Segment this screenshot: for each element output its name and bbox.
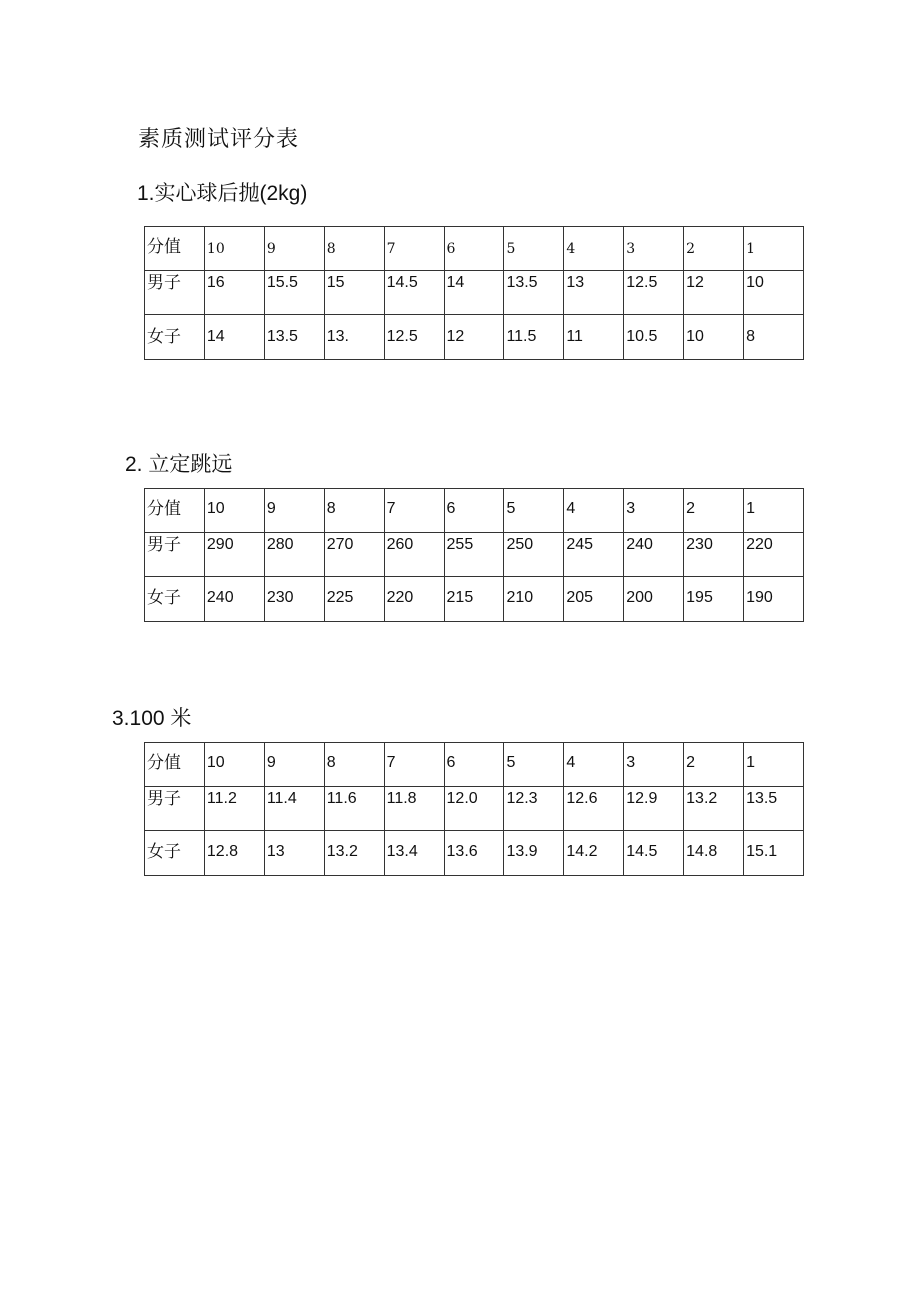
male-row-cell: 12.3 bbox=[504, 787, 564, 831]
male-row-cell: 260 bbox=[384, 533, 444, 577]
score-row-cell: 5 bbox=[504, 743, 564, 787]
female-row-cell: 13.5 bbox=[264, 315, 324, 360]
male-row-cell: 12.5 bbox=[624, 271, 684, 315]
score-row-cell: 7 bbox=[384, 489, 444, 533]
score-row-cell: 9 bbox=[264, 489, 324, 533]
score-table-100m bbox=[144, 742, 804, 876]
score-row-cell: 2 bbox=[684, 489, 744, 533]
score-row-label: 分值 bbox=[145, 227, 205, 271]
male-row bbox=[145, 533, 804, 577]
female-row-cell: 205 bbox=[564, 577, 624, 622]
female-row-cell: 190 bbox=[744, 577, 804, 622]
section-heading-standing-long-jump: 2. 立定跳远 bbox=[125, 453, 233, 476]
score-row-cell: 7 bbox=[384, 743, 444, 787]
male-row-label: 男子 bbox=[145, 787, 205, 831]
male-row-cell: 290 bbox=[204, 533, 264, 577]
score-row-cell: 5 bbox=[504, 227, 564, 271]
male-row-cell: 15.5 bbox=[264, 271, 324, 315]
score-table-standing-long-jump bbox=[144, 488, 804, 622]
score-row-cell: 3 bbox=[624, 227, 684, 271]
male-row-cell: 12 bbox=[684, 271, 744, 315]
female-row-cell: 13.2 bbox=[324, 831, 384, 876]
female-row-cell: 200 bbox=[624, 577, 684, 622]
female-row-cell: 195 bbox=[684, 577, 744, 622]
female-row-cell: 11.5 bbox=[504, 315, 564, 360]
female-row-cell: 12 bbox=[444, 315, 504, 360]
score-row-cell: 10 bbox=[204, 489, 264, 533]
section-heading-medicine-ball: 1.实心球后抛(2kg) bbox=[137, 182, 308, 205]
score-row-cell: 4 bbox=[564, 227, 624, 271]
male-row-cell: 13.2 bbox=[684, 787, 744, 831]
male-row-cell: 280 bbox=[264, 533, 324, 577]
male-row-cell: 11.8 bbox=[384, 787, 444, 831]
male-row-cell: 13 bbox=[564, 271, 624, 315]
male-row-cell: 12.9 bbox=[624, 787, 684, 831]
female-row-cell: 225 bbox=[324, 577, 384, 622]
score-row-cell: 9 bbox=[264, 743, 324, 787]
male-row-cell: 12.0 bbox=[444, 787, 504, 831]
male-row-cell: 11.6 bbox=[324, 787, 384, 831]
score-row-cell: 1 bbox=[744, 227, 804, 271]
score-row-cell: 8 bbox=[324, 489, 384, 533]
score-row-cell: 6 bbox=[444, 743, 504, 787]
male-row-cell: 12.6 bbox=[564, 787, 624, 831]
score-row-cell: 5 bbox=[504, 489, 564, 533]
female-row-cell: 10 bbox=[684, 315, 744, 360]
score-row bbox=[145, 489, 804, 533]
score-row-label: 分值 bbox=[145, 489, 205, 533]
female-row-cell: 240 bbox=[204, 577, 264, 622]
score-row-cell: 10 bbox=[204, 227, 264, 271]
female-row-cell: 14.2 bbox=[564, 831, 624, 876]
male-row-cell: 13.5 bbox=[504, 271, 564, 315]
female-row-cell: 11 bbox=[564, 315, 624, 360]
score-row-cell: 4 bbox=[564, 489, 624, 533]
female-row-cell: 12.8 bbox=[204, 831, 264, 876]
score-row-cell: 6 bbox=[444, 489, 504, 533]
score-row-cell: 4 bbox=[564, 743, 624, 787]
score-row bbox=[145, 227, 804, 271]
male-row-cell: 14.5 bbox=[384, 271, 444, 315]
male-row-cell: 245 bbox=[564, 533, 624, 577]
male-row-cell: 255 bbox=[444, 533, 504, 577]
female-row-cell: 230 bbox=[264, 577, 324, 622]
male-row-cell: 13.5 bbox=[744, 787, 804, 831]
male-row-cell: 270 bbox=[324, 533, 384, 577]
female-row-cell: 14.5 bbox=[624, 831, 684, 876]
female-row-cell: 13. bbox=[324, 315, 384, 360]
male-row-cell: 240 bbox=[624, 533, 684, 577]
female-row-label: 女子 bbox=[145, 315, 205, 360]
score-row-cell: 8 bbox=[324, 227, 384, 271]
female-row-cell: 10.5 bbox=[624, 315, 684, 360]
female-row-cell: 13 bbox=[264, 831, 324, 876]
female-row-cell: 215 bbox=[444, 577, 504, 622]
female-row-cell: 15.1 bbox=[744, 831, 804, 876]
female-row-cell: 13.4 bbox=[384, 831, 444, 876]
section-heading-100m: 3.100 米 bbox=[112, 707, 192, 730]
female-row bbox=[145, 831, 804, 876]
male-row bbox=[145, 271, 804, 315]
male-row-label: 男子 bbox=[145, 533, 205, 577]
score-row-cell: 6 bbox=[444, 227, 504, 271]
score-row-label: 分值 bbox=[145, 743, 205, 787]
female-row-cell: 14.8 bbox=[684, 831, 744, 876]
score-row-cell: 3 bbox=[624, 743, 684, 787]
female-row-cell: 8 bbox=[744, 315, 804, 360]
page-title: 素质测试评分表 bbox=[138, 127, 300, 152]
score-row-cell: 1 bbox=[744, 743, 804, 787]
score-table-medicine-ball bbox=[144, 226, 804, 360]
male-row bbox=[145, 787, 804, 831]
female-row-cell: 14 bbox=[204, 315, 264, 360]
score-row bbox=[145, 743, 804, 787]
male-row-cell: 230 bbox=[684, 533, 744, 577]
female-row-cell: 210 bbox=[504, 577, 564, 622]
score-row-cell: 3 bbox=[624, 489, 684, 533]
male-row-cell: 10 bbox=[744, 271, 804, 315]
female-row bbox=[145, 315, 804, 360]
female-row-cell: 13.6 bbox=[444, 831, 504, 876]
female-row-cell: 13.9 bbox=[504, 831, 564, 876]
male-row-cell: 15 bbox=[324, 271, 384, 315]
male-row-cell: 16 bbox=[204, 271, 264, 315]
female-row bbox=[145, 577, 804, 622]
score-row-cell: 1 bbox=[744, 489, 804, 533]
score-row-cell: 10 bbox=[204, 743, 264, 787]
male-row-cell: 220 bbox=[744, 533, 804, 577]
female-row-cell: 12.5 bbox=[384, 315, 444, 360]
score-row-cell: 8 bbox=[324, 743, 384, 787]
male-row-cell: 250 bbox=[504, 533, 564, 577]
score-row-cell: 2 bbox=[684, 743, 744, 787]
male-row-label: 男子 bbox=[145, 271, 205, 315]
male-row-cell: 14 bbox=[444, 271, 504, 315]
score-row-cell: 9 bbox=[264, 227, 324, 271]
female-row-label: 女子 bbox=[145, 831, 205, 876]
female-row-cell: 220 bbox=[384, 577, 444, 622]
male-row-cell: 11.2 bbox=[204, 787, 264, 831]
score-row-cell: 2 bbox=[684, 227, 744, 271]
female-row-label: 女子 bbox=[145, 577, 205, 622]
score-row-cell: 7 bbox=[384, 227, 444, 271]
male-row-cell: 11.4 bbox=[264, 787, 324, 831]
